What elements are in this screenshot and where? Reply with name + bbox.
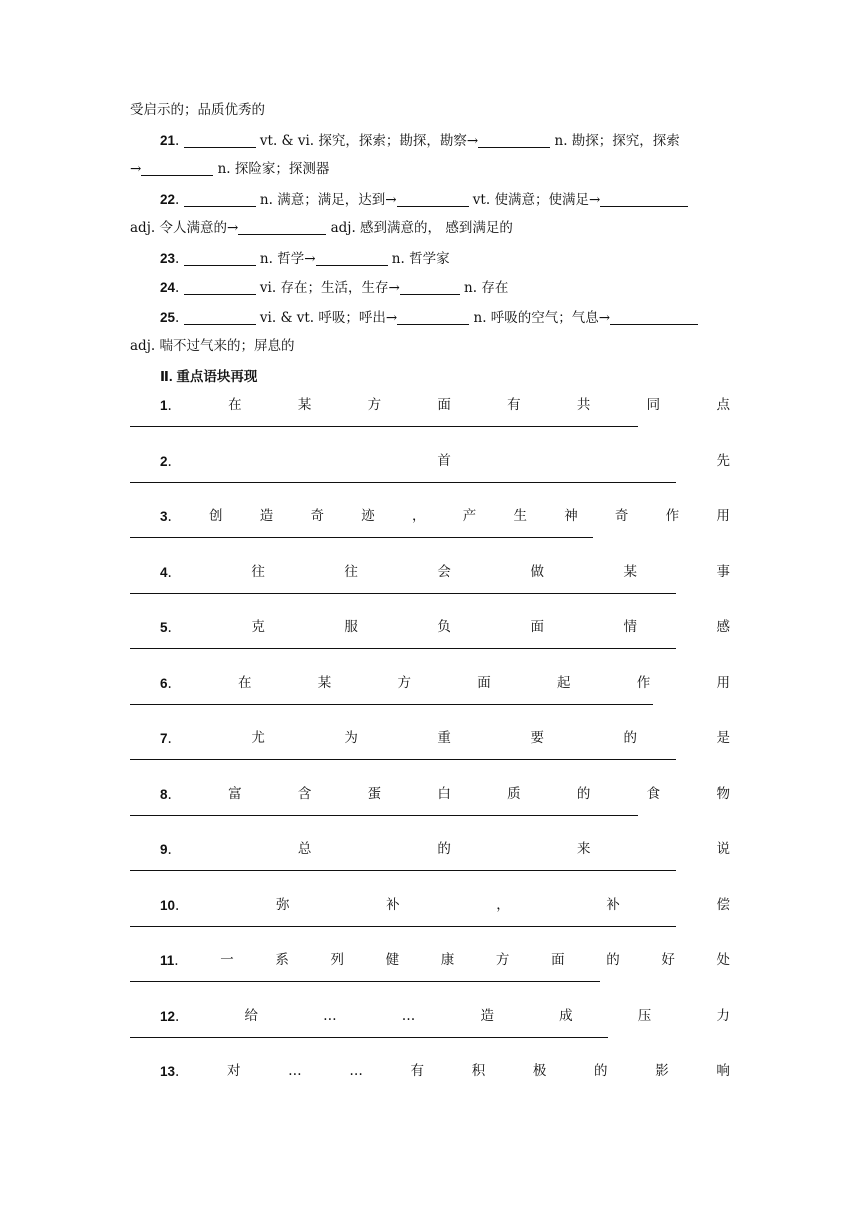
answer-line[interactable] — [130, 870, 676, 871]
phrase-char: 起 — [556, 674, 571, 691]
phrase-char: 是 — [716, 730, 730, 746]
worksheet-page — [130, 96, 730, 1113]
phrase-char: 有 — [507, 397, 521, 413]
phrase-item — [130, 613, 730, 669]
answer-blank[interactable] — [610, 309, 698, 325]
phrase-char: 力 — [716, 1007, 730, 1024]
answer-blank[interactable] — [397, 309, 469, 325]
phrase-char: 质 — [507, 785, 521, 802]
answer-blank[interactable] — [184, 250, 256, 266]
item-number: 24 — [160, 280, 176, 295]
item-number: 2 — [160, 453, 168, 469]
vocab-line — [130, 126, 730, 156]
answer-blank[interactable] — [141, 160, 213, 176]
phrase-item — [130, 835, 730, 891]
phrase-char: 补 — [386, 896, 400, 913]
answer-blank[interactable] — [184, 279, 256, 295]
phrase-item — [130, 391, 730, 447]
phrase-item — [130, 447, 730, 503]
item-number: 23 — [160, 250, 176, 266]
answer-line[interactable] — [130, 593, 676, 594]
item-number: 5 — [160, 620, 168, 635]
item-number-wrap — [130, 558, 172, 588]
answer-line[interactable] — [130, 537, 593, 538]
vocab-text: . — [175, 309, 184, 326]
answer-line[interactable] — [130, 704, 653, 705]
phrase-char: 含 — [297, 785, 312, 802]
phrase-char: 偿 — [716, 896, 730, 913]
phrase-char: 总 — [297, 841, 312, 857]
vocab-text: . — [175, 250, 184, 267]
item-number: 8 — [160, 786, 168, 802]
phrase-char: 神 — [564, 508, 578, 524]
phrase-char: 压 — [637, 1007, 652, 1024]
phrase-char: 对 — [227, 1063, 241, 1079]
phrase-char: 说 — [716, 841, 730, 857]
phrase-char: 来 — [576, 841, 591, 857]
vocab-text: n. 满意；满足，达到→ — [255, 191, 397, 208]
phrase-char: 奇 — [310, 508, 325, 524]
phrase-char: 往 — [251, 563, 265, 580]
answer-line[interactable] — [130, 1037, 608, 1038]
number-dot: . — [175, 1008, 180, 1025]
vocab-text: n. 呼吸的空气；气息→ — [469, 309, 611, 326]
vocab-text: adj. 喘不过气来的；屏息的 — [130, 338, 295, 354]
phrase-item — [130, 724, 730, 780]
vocab-text: vi. & vt. 呼吸；呼出→ — [255, 309, 398, 326]
phrase-item — [130, 891, 730, 947]
vocab-line — [130, 214, 730, 244]
phrase-char: 产 — [462, 508, 477, 524]
phrase-char: 面 — [477, 674, 491, 691]
phrase-char: 的 — [606, 952, 620, 968]
section-heading: Ⅱ. 重点语块再现 — [160, 368, 258, 384]
phrase-char: 在 — [238, 674, 252, 691]
item-number-wrap — [130, 835, 172, 865]
phrase-char: 生 — [513, 508, 527, 524]
answer-blank[interactable] — [316, 250, 388, 266]
phrase-char: … — [288, 1063, 302, 1079]
vocab-text: adj. 令人满意的→ — [130, 220, 239, 236]
phrase-char: 往 — [344, 563, 358, 580]
item-number-wrap — [130, 780, 172, 810]
item-number: 11 — [160, 953, 175, 968]
number-dot: . — [167, 675, 172, 692]
phrase-char: 方 — [367, 397, 382, 413]
phrase-char: 克 — [251, 619, 265, 635]
phrase-char: 面 — [437, 397, 451, 413]
phrase-char: 共 — [576, 397, 591, 413]
phrase-char: 奇 — [614, 508, 629, 524]
answer-blank[interactable] — [184, 309, 256, 325]
answer-line[interactable] — [130, 815, 638, 816]
item-number: 1 — [160, 398, 168, 413]
phrase-char: 面 — [530, 619, 544, 635]
number-dot: . — [167, 731, 172, 747]
number-dot: . — [175, 1064, 180, 1080]
answer-blank[interactable] — [397, 191, 469, 207]
phrase-char: … — [401, 1007, 416, 1024]
phrase-char: 事 — [716, 563, 730, 580]
item-number: 6 — [160, 675, 168, 691]
phrase-char: 某 — [317, 674, 332, 691]
phrase-item — [130, 780, 730, 836]
phrase-char: 影 — [655, 1063, 669, 1079]
phrase-char: ， — [496, 896, 510, 913]
item-number: 13 — [160, 1064, 176, 1079]
vocab-text: vt. 使满意；使满足→ — [468, 191, 601, 208]
phrase-char: 的 — [594, 1063, 608, 1079]
phrase-char: 极 — [532, 1063, 547, 1079]
phrase-char: 服 — [344, 619, 358, 635]
number-dot: . — [167, 620, 172, 636]
vocab-text: . — [175, 280, 184, 296]
phrase-char: 点 — [716, 397, 730, 413]
phrase-item — [130, 669, 730, 725]
vocab-line — [130, 332, 730, 362]
phrase-char: 负 — [437, 619, 451, 635]
item-number: 9 — [160, 842, 168, 857]
phrase-char: 迹 — [361, 508, 375, 524]
item-number: 10 — [160, 897, 176, 913]
phrase-char: 作 — [636, 674, 651, 691]
item-number: 21 — [160, 132, 176, 148]
phrase-char: 的 — [623, 730, 637, 746]
phrase-char: 物 — [716, 785, 730, 802]
phrase-char: 首 — [437, 452, 451, 469]
item-number-wrap — [130, 1057, 179, 1087]
number-dot: . — [167, 398, 172, 414]
phrase-char: 成 — [559, 1007, 573, 1024]
phrase-char: 做 — [530, 563, 544, 580]
answer-line[interactable] — [130, 426, 638, 427]
phrase-char: 情 — [623, 619, 637, 635]
item-number-wrap — [130, 391, 172, 421]
phrase-char: 为 — [344, 730, 358, 746]
phrase-char: 某 — [297, 397, 312, 413]
phrase-char: 白 — [437, 785, 451, 802]
phrase-char: … — [349, 1063, 363, 1079]
phrase-char: 好 — [661, 952, 675, 968]
answer-blank[interactable] — [184, 132, 256, 148]
phrase-char: 会 — [437, 563, 451, 580]
phrase-char: 积 — [471, 1063, 486, 1079]
phrase-char: 重 — [437, 730, 451, 746]
phrase-char: 补 — [606, 896, 620, 913]
vocab-text: n. 探险家；探测器 — [213, 161, 330, 177]
number-dot: . — [167, 786, 172, 803]
phrase-char: 感 — [716, 619, 730, 635]
answer-line[interactable] — [130, 482, 676, 483]
vocab-text: n. 勘探；探究，探索 — [550, 132, 680, 149]
phrase-char: 在 — [228, 397, 242, 413]
vocab-text: adj. 感到满意的， 感到满足的 — [326, 220, 513, 236]
vocab-line — [130, 303, 730, 333]
phrase-char: 作 — [665, 508, 680, 524]
item-number: 12 — [160, 1008, 176, 1024]
phrase-char: 同 — [646, 397, 661, 413]
phrase-char: 蛋 — [367, 785, 382, 802]
answer-blank[interactable] — [478, 132, 550, 148]
phrase-char: 要 — [530, 730, 544, 746]
answer-line[interactable] — [130, 759, 676, 760]
vocab-text: n. 存在 — [459, 280, 509, 296]
phrase-item — [130, 502, 730, 558]
item-number-wrap — [130, 891, 179, 921]
vocab-line — [130, 244, 730, 274]
vocab-line — [130, 155, 730, 185]
item-number: 3 — [160, 509, 168, 524]
vocab-text: n. 哲学→ — [255, 250, 316, 267]
number-dot: . — [167, 509, 172, 525]
number-dot: . — [167, 842, 172, 858]
vocab-line — [130, 273, 730, 303]
item-number: 7 — [160, 731, 168, 746]
phrase-char: 造 — [259, 508, 274, 524]
item-number-wrap — [130, 946, 179, 976]
vocab-text: 受启示的；品质优秀的 — [130, 102, 265, 118]
item-number: 4 — [160, 564, 168, 580]
item-number-wrap — [130, 613, 172, 643]
answer-line[interactable] — [130, 981, 600, 982]
answer-blank[interactable] — [400, 279, 460, 295]
phrase-char: 处 — [716, 952, 730, 968]
phrase-char: 响 — [716, 1063, 730, 1079]
phrase-section — [130, 391, 730, 1113]
phrase-item — [130, 1057, 730, 1113]
phrase-char: 系 — [275, 952, 289, 968]
phrase-char: 面 — [551, 952, 565, 968]
vocab-line — [130, 185, 730, 215]
number-dot: . — [174, 953, 179, 969]
vocab-text: → — [130, 161, 142, 177]
phrase-char: 造 — [480, 1007, 494, 1024]
phrase-char: 有 — [410, 1063, 425, 1079]
phrase-char: 康 — [440, 952, 455, 968]
item-number: 22 — [160, 191, 176, 207]
phrase-char: 用 — [716, 508, 730, 524]
item-number: 25 — [160, 309, 176, 325]
vocab-text: vi. 存在；生活，生存→ — [255, 280, 400, 296]
phrase-char: 健 — [385, 952, 400, 968]
phrase-char: 方 — [495, 952, 510, 968]
answer-blank[interactable] — [238, 219, 326, 235]
phrase-char: 创 — [209, 508, 223, 524]
item-number-wrap — [130, 1002, 179, 1032]
vocab-text: . — [175, 132, 184, 149]
phrase-char: 的 — [576, 785, 591, 802]
item-number-wrap — [130, 669, 172, 699]
phrase-char: 给 — [244, 1007, 258, 1024]
phrase-item — [130, 1002, 730, 1058]
phrase-char: 某 — [623, 563, 637, 580]
vocab-text: vt. & vi. 探究，探索；勘探，勘察→ — [255, 132, 479, 149]
item-number-wrap — [130, 447, 172, 477]
answer-blank[interactable] — [600, 191, 688, 207]
phrase-char: 方 — [397, 674, 412, 691]
answer-line[interactable] — [130, 648, 676, 649]
item-number-wrap — [130, 724, 172, 754]
number-dot: . — [175, 897, 180, 914]
vocab-line — [130, 96, 730, 126]
phrase-char: 尤 — [251, 730, 265, 746]
number-dot: . — [167, 453, 172, 470]
phrase-char: 一 — [220, 952, 234, 968]
phrase-char: 食 — [646, 785, 661, 802]
phrase-char: 用 — [716, 674, 730, 691]
answer-blank[interactable] — [184, 191, 256, 207]
phrase-char: 富 — [228, 785, 242, 802]
number-dot: . — [167, 564, 172, 581]
vocab-text: n. 哲学家 — [387, 250, 450, 267]
answer-line[interactable] — [130, 926, 676, 927]
phrase-char: ， — [411, 508, 426, 524]
phrase-char: 列 — [330, 952, 344, 968]
item-number-wrap — [130, 502, 172, 532]
phrase-item — [130, 558, 730, 614]
phrase-char: 先 — [716, 452, 730, 469]
phrase-item — [130, 946, 730, 1002]
vocabulary-section — [130, 96, 730, 362]
vocab-text: . — [175, 191, 184, 208]
phrase-char: … — [323, 1007, 337, 1024]
phrase-char: 的 — [437, 841, 451, 857]
phrase-char: 弥 — [275, 896, 290, 913]
